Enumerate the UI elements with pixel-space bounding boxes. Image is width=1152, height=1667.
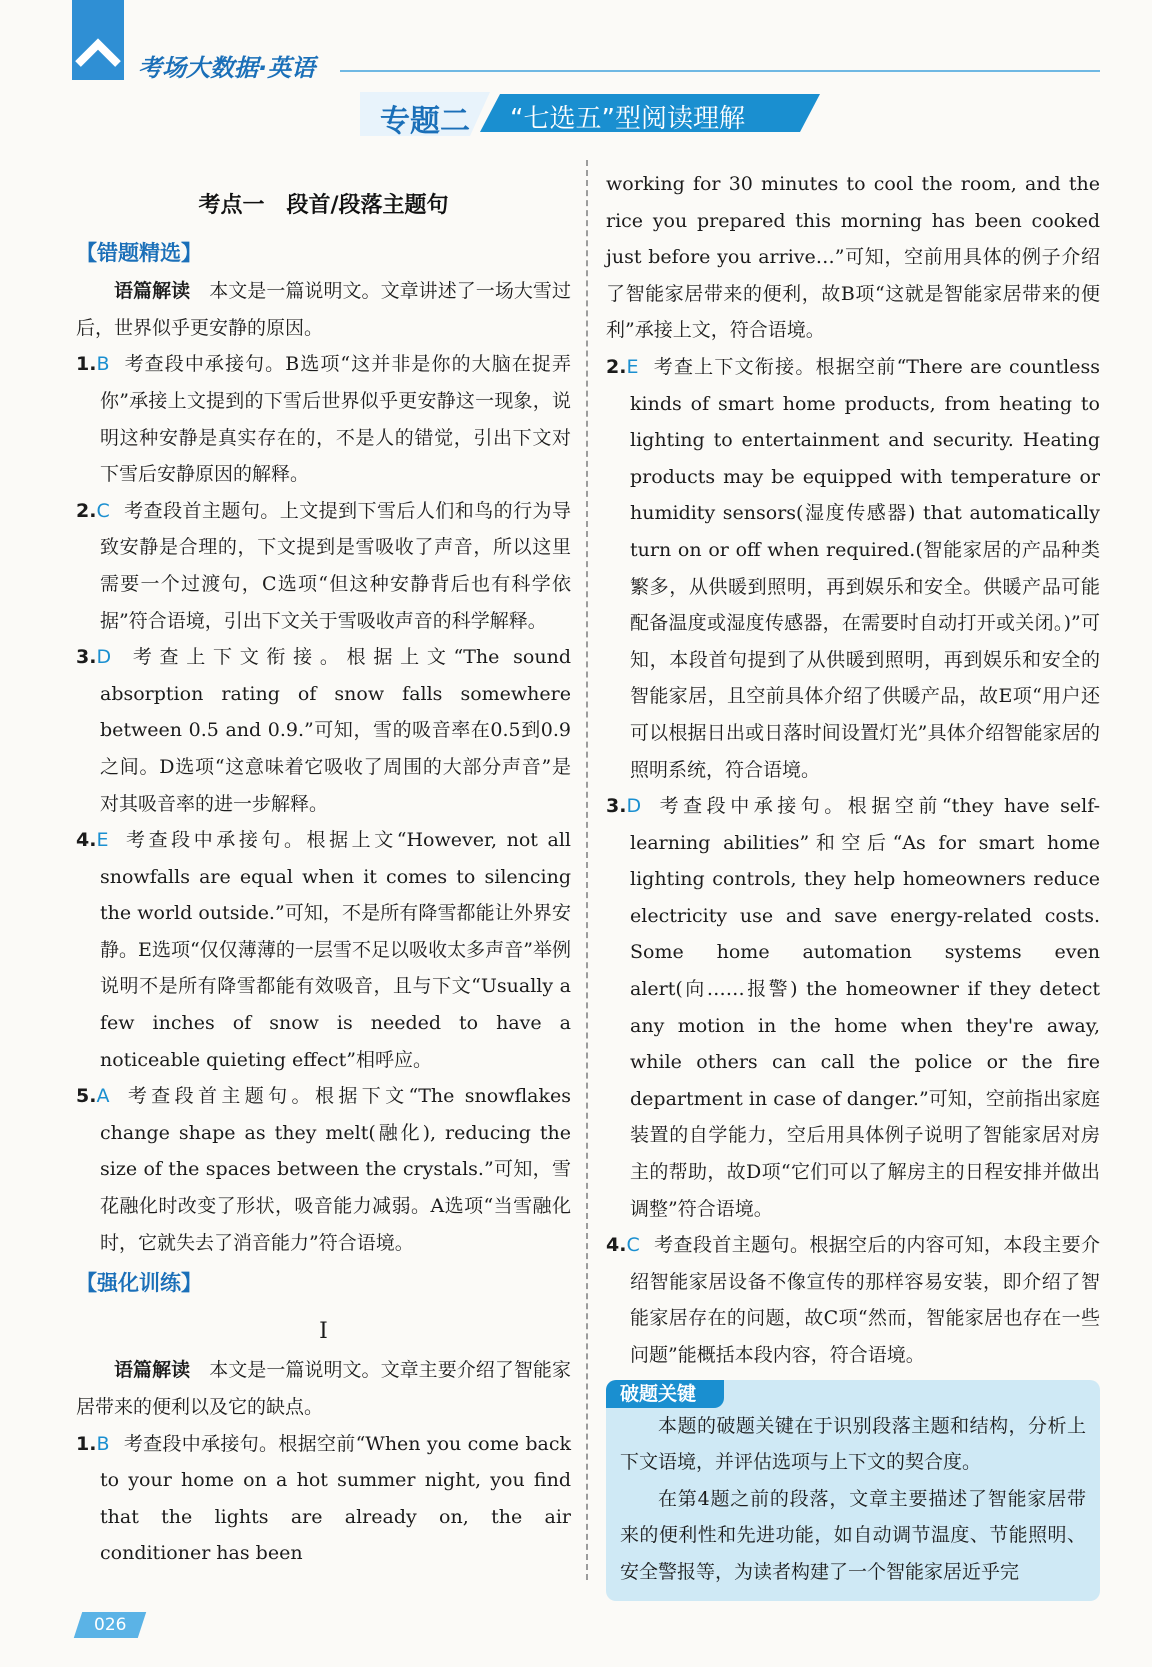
column-divider xyxy=(586,160,588,1580)
point-heading: 考点一 段首/段落主题句 xyxy=(198,193,449,218)
page-number: 026 xyxy=(74,1612,146,1638)
answer-item: 4.C 考查段首主题句。根据空后的内容可知，本段主要介绍智能家居设备不像宣传的那样容易安装，即介绍了智能家居存在的问题，故C项“然而，智能家居也存在一些问题”能概括本段内容，符合语境。 xyxy=(606,1234,1100,1366)
passage-summary xyxy=(76,1352,571,1425)
answer-item: 1.B 考查段中承接句。B选项“这并非是你的大脑在捉弄你”承接上文提到的下雪后世界似乎更安静这一现象，说明这种安静是真实存在的，不是人的错觉，引出下文对下雪后安静原因的解释。 xyxy=(76,353,571,486)
right-column xyxy=(606,166,1100,1601)
answer-item: 5.A 考查段首主题句。根据下文“The snowflakes change shape as they melt(融化), reducing the size of the spaces between the crystals.”可知，雪花融化时改变了形状，吸音能力减弱。A选项“当雪融化时，它就失去了消音能力”符合语境。 xyxy=(76,1085,571,1254)
summary-label: 语篇解读 xyxy=(114,280,191,303)
section-tag-training: 【强化训练】 xyxy=(76,1271,202,1296)
key-points-paragraph: 本题的破题关键在于识别段落主题和结构，分析上下文语境，并评估选项与上下文的契合度。 xyxy=(620,1414,1086,1474)
summary-label: 语篇解读 xyxy=(114,1359,191,1382)
answer-item: 2.E 考查上下文衔接。根据空前“There are countless kinds of smart home products, from heating to lighting to entertainment and security. Heating products may be equipped with temperature or humidity sensors(湿度传感器) that automatically turn on or off when required.(智能家居的产品种类繁多，从供暖到照明，再到娱乐和安全。供暖产品可能配备温度或湿度传感器，在需要时自动打开或关闭。)”可知，本段首句提到了从供暖到照明，再到娱乐和安全的智能家居，且空前具体介绍了供暖产品，故E项“用户还可以根据日出或日落时间设置灯光”具体介绍智能家居的照明系统，符合语境。 xyxy=(606,355,1100,781)
summary-text: 本文是一篇说明文。文章主要介绍了智能家居带来的便利以及它的缺点。 xyxy=(76,1359,571,1418)
key-points-tag: 破题关键 xyxy=(606,1380,724,1408)
brand-title: 考场大数据·英语 xyxy=(138,54,316,82)
answer-item: 3.D 考查上下文衔接。根据上文“The sound absorption rating of snow falls somewhere between 0.5 and 0.9.”可知，雪的吸音率在0.5到0.9之间。D选项“这意味着它吸收了周围的大部分声音”是对其吸音率的进一步解释。 xyxy=(76,646,571,815)
key-points-box xyxy=(606,1380,1100,1601)
summary-text: 本文是一篇说明文。文章讲述了一场大雪过后，世界似乎更安静的原因。 xyxy=(76,280,571,339)
header-rule xyxy=(340,70,1100,72)
key-points-paragraph: 在第4题之前的段落，文章主要描述了智能家居带来的便利性和先进功能，如自动调节温度、节能照明、安全警报等，为读者构建了一个智能家居近乎完 xyxy=(620,1487,1086,1583)
answer-item: 1.B 考查段中承接句。根据空前“When you come back to your home on a hot summer night, you find that the lights are already on, the air conditioner has been xyxy=(76,1432,571,1565)
answer-item: 4.E 考查段中承接句。根据上文“However, not all snowfalls are equal when it comes to silencing the world outside.”可知，不是所有降雪都能让外界安静。E选项“仅仅薄薄的一层雪不足以吸收太多声音”举例说明不是所有降雪都能有效吸音，且与下文“Usually a few inches of snow is needed to have a noticeable quieting effect”相呼应。 xyxy=(76,829,571,1071)
topic-title: “七选五”型阅读理解 xyxy=(510,104,745,134)
answer-continuation: working for 30 minutes to cool the room, and the rice you prepared this morning has been cooked just before you arrive…”可知，空前用具体的例子介绍了智能家居带来的便利，故B项“这就是智能家居带来的便利”承接上文，符合语境。 xyxy=(606,173,1100,342)
topic-label: 专题二 xyxy=(380,104,470,139)
passage-summary xyxy=(76,273,571,346)
passage-number: Ⅰ xyxy=(319,1318,328,1344)
answer-item: 2.C 考查段首主题句。上文提到下雪后人们和鸟的行为导致安静是合理的，下文提到是雪吸收了声音，所以这里需要一个过渡句，C选项“但这种安静背后也有科学依据”符合语境，引出下文关于雪吸收声音的科学解释。 xyxy=(76,499,571,632)
left-column xyxy=(76,188,571,1572)
answer-item: 3.D 考查段中承接句。根据空前“they have self-learning abilities”和空后“As for smart home lighting controls, they help homeowners reduce electricity use and save energy-related costs. Some home automation systems even alert(向……报警) the homeowner if they detect any motion in the home when they're away, while others can call the police or the fire department in case of danger.”可知，空前指出家庭装置的自学能力，空后用具体例子说明了智能家居对房主的帮助，故D项“它们可以了解房主的日程安排并做出调整”符合语境。 xyxy=(606,795,1100,1220)
brand-logo-icon xyxy=(72,0,124,80)
section-tag-wrong-questions: 【错题精选】 xyxy=(76,240,202,265)
